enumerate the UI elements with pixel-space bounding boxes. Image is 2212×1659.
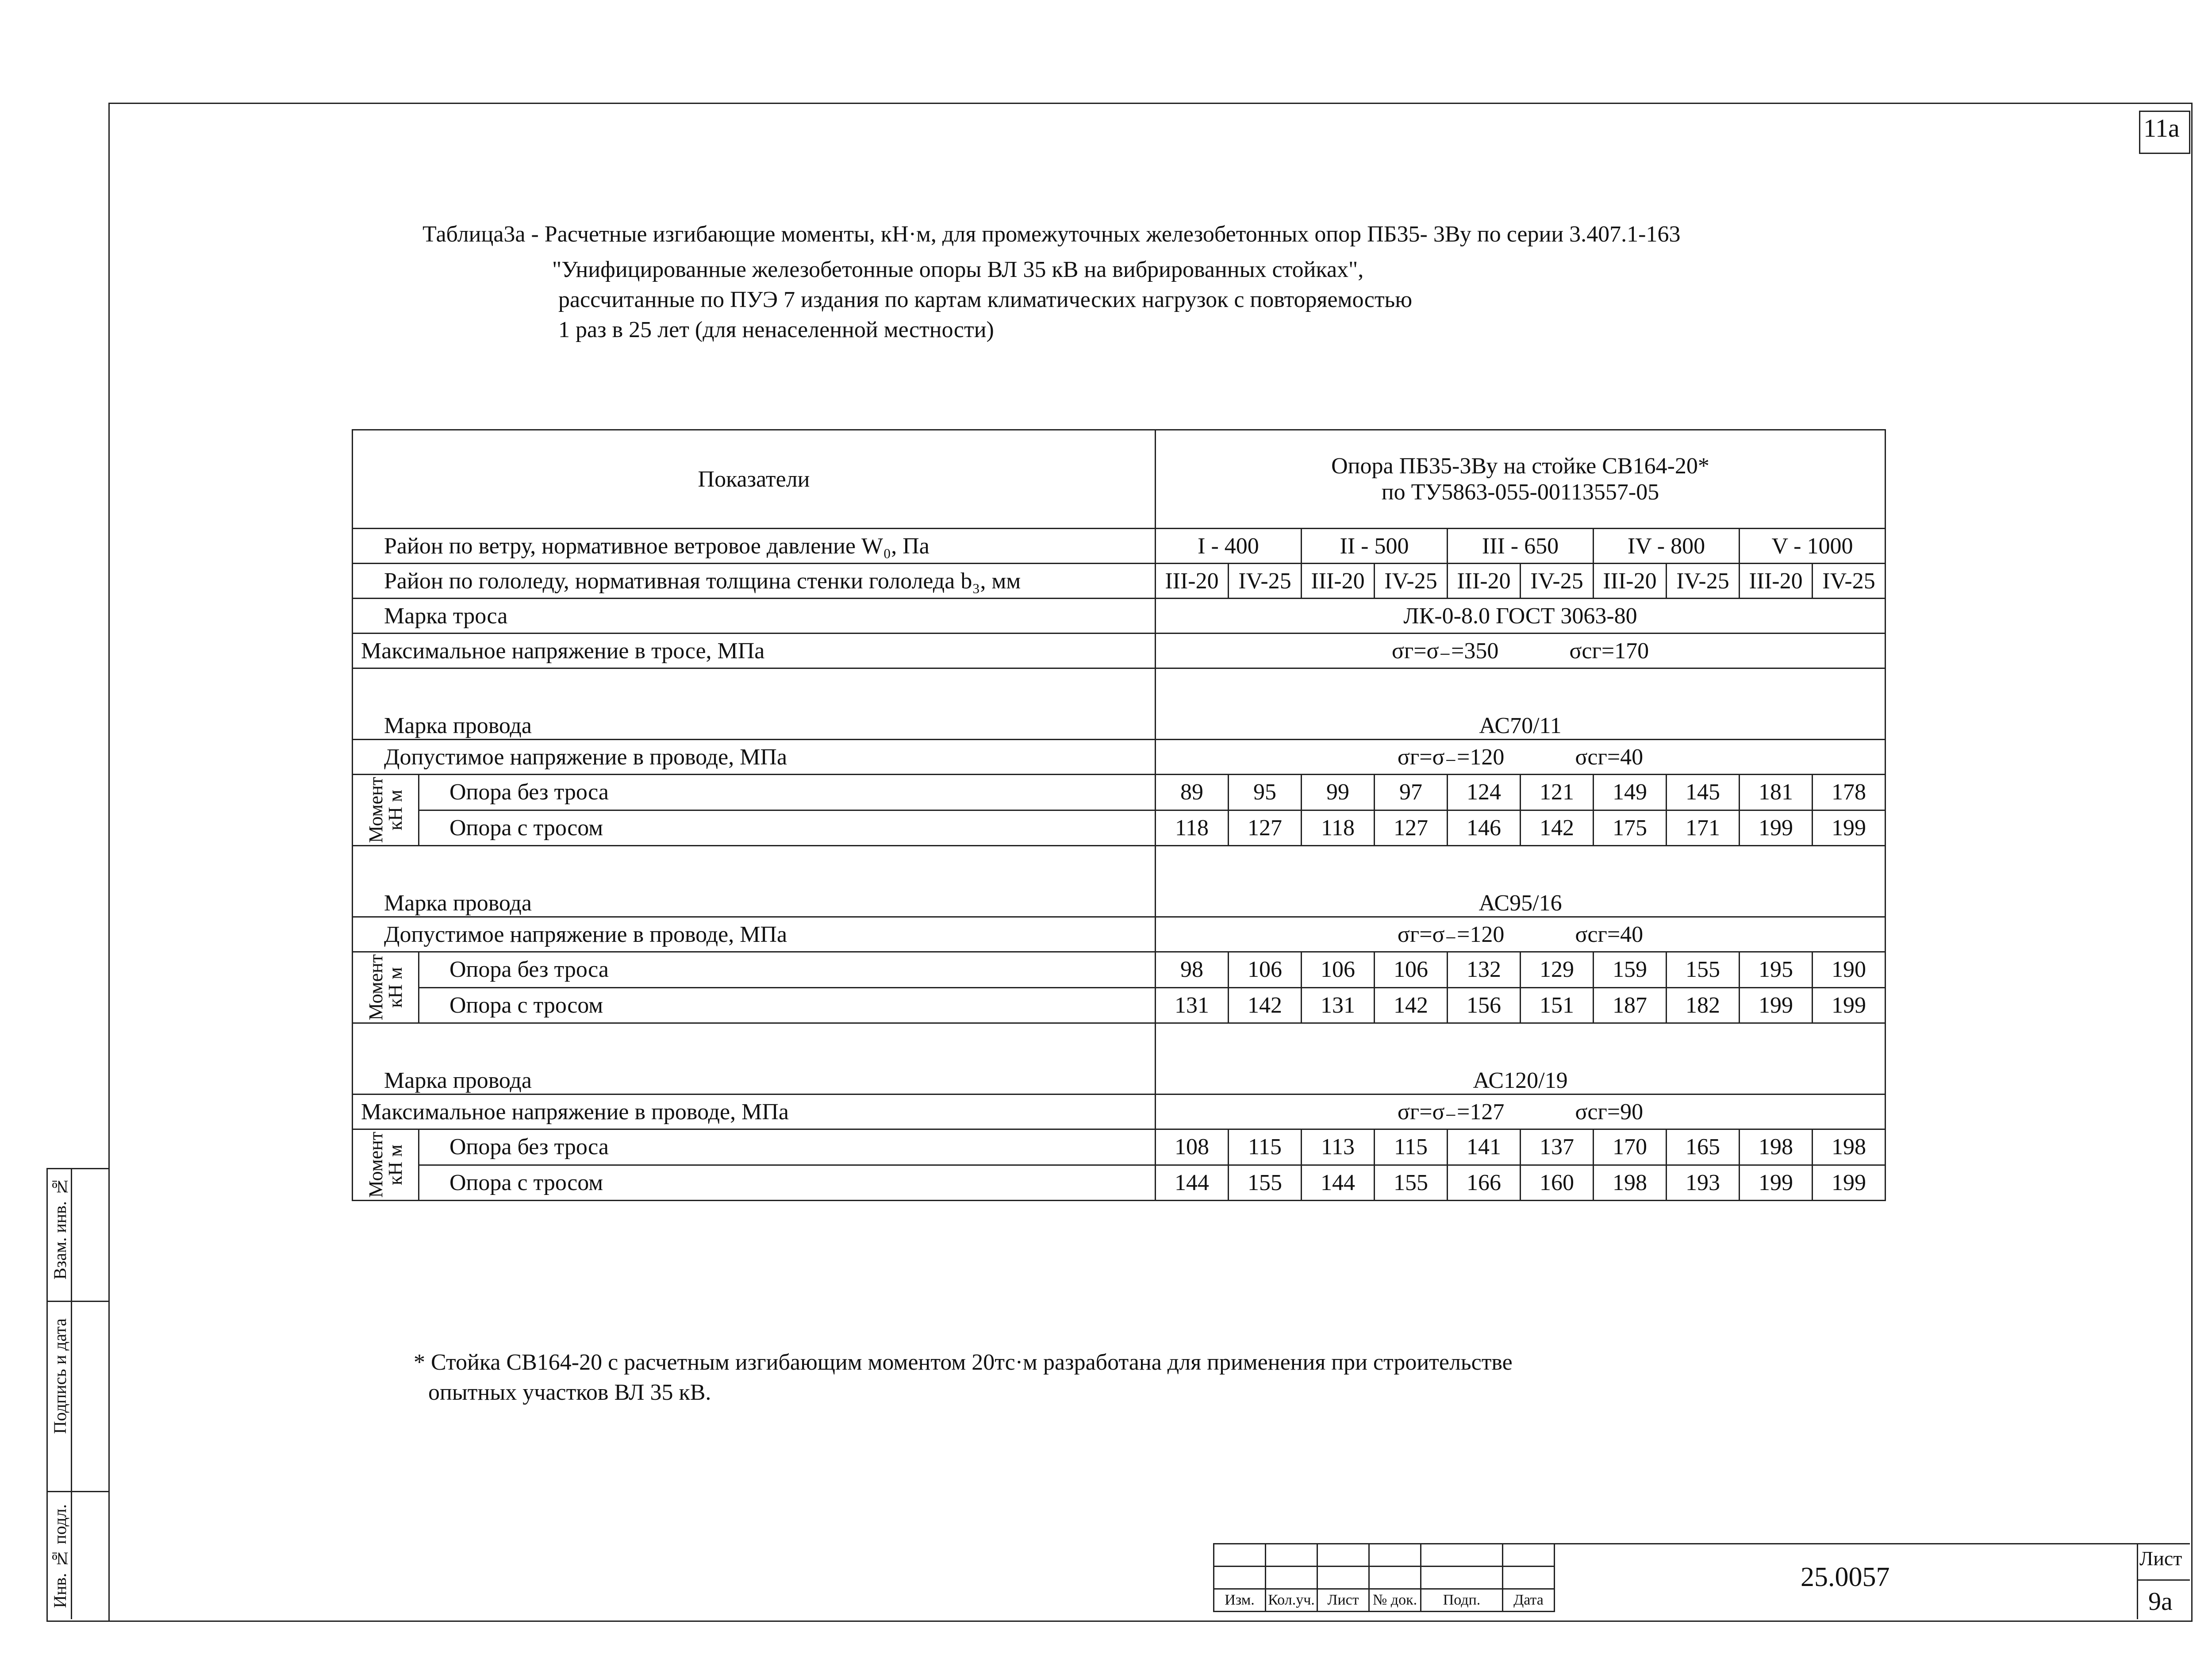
wire-row	[353, 1023, 1886, 1094]
moment-unit-label	[353, 775, 419, 846]
ice-region: IV-25	[1229, 564, 1302, 599]
sheet-label: Лист	[2139, 1547, 2182, 1570]
moment-value: 131	[1302, 987, 1375, 1023]
moment-value: 182	[1667, 987, 1740, 1023]
moment-value: 127	[1375, 810, 1448, 846]
moment-row-with-cable	[353, 810, 1886, 846]
ice-region: IV-25	[1667, 564, 1740, 599]
side-divider	[46, 1301, 108, 1302]
header-support	[1156, 430, 1886, 529]
moment-value: 115	[1229, 1129, 1302, 1165]
wind-row	[353, 529, 1886, 564]
ice-region: III-20	[1156, 564, 1229, 599]
moment-value: 166	[1448, 1165, 1521, 1201]
moment-value: 118	[1302, 810, 1375, 846]
moment-value: 199	[1813, 1165, 1886, 1201]
moment-value: 142	[1229, 987, 1302, 1023]
wire-stress-sigma-sg: σсг=40	[1575, 745, 1644, 770]
moment-row-no-cable	[353, 1129, 1886, 1165]
wire-value: АС70/11	[1156, 668, 1886, 740]
cable-stress-sigma: σг=σ₋=350	[1391, 638, 1499, 664]
stamp-col: Изм.	[1214, 1589, 1266, 1612]
moment-value: 175	[1594, 810, 1667, 846]
moment-value: 170	[1594, 1129, 1667, 1165]
moment-value: 106	[1302, 952, 1375, 988]
wire-row	[353, 668, 1886, 740]
moment-value: 198	[1740, 1129, 1813, 1165]
wind-label: Район по ветру, нормативное ветровое давление W₀, Па	[353, 529, 1156, 564]
moment-row-no-cable	[353, 775, 1886, 810]
doc-code: 25.0057	[1801, 1562, 1890, 1592]
moment-label: Момент	[365, 954, 387, 1021]
wire-row	[353, 846, 1886, 917]
moment-value: 195	[1740, 952, 1813, 988]
moment-value: 89	[1156, 775, 1229, 810]
moment-row-label: Опора с тросом	[419, 1165, 1156, 1201]
moment-value: 199	[1740, 810, 1813, 846]
moment-value: 198	[1594, 1165, 1667, 1201]
moment-value: 187	[1594, 987, 1667, 1023]
wire-stress-values	[1156, 1094, 1886, 1129]
moment-unit: кН м	[384, 1144, 406, 1185]
moment-unit: кН м	[384, 790, 406, 830]
moment-label: Момент	[365, 1132, 387, 1198]
moment-value: 98	[1156, 952, 1229, 988]
cable-row	[353, 599, 1886, 634]
moment-unit-box	[353, 775, 418, 845]
moment-unit-label	[353, 952, 419, 1023]
cable-stress-row	[353, 634, 1886, 668]
wire-stress-sigma-sg: σсг=40	[1575, 922, 1644, 947]
sheet-number: 9а	[2148, 1587, 2173, 1616]
moment-value: 198	[1813, 1129, 1886, 1165]
ice-row	[353, 564, 1886, 599]
moment-value: 137	[1521, 1129, 1594, 1165]
stamp-col: Дата	[1503, 1589, 1555, 1612]
ice-region: IV-25	[1521, 564, 1594, 599]
moments-table	[352, 429, 1886, 1201]
moment-value: 97	[1375, 775, 1448, 810]
moment-row-with-cable	[353, 987, 1886, 1023]
moment-value: 156	[1448, 987, 1521, 1023]
moment-row-label: Опора без троса	[419, 1129, 1156, 1165]
moment-value: 159	[1594, 952, 1667, 988]
moment-value: 190	[1813, 952, 1886, 988]
ice-region: III-20	[1448, 564, 1521, 599]
moment-row-no-cable	[353, 952, 1886, 988]
moment-row-with-cable	[353, 1165, 1886, 1201]
moment-unit-box	[353, 1130, 418, 1200]
moment-value: 199	[1740, 987, 1813, 1023]
wire-stress-values	[1156, 917, 1886, 952]
moment-value: 171	[1667, 810, 1740, 846]
moment-value: 160	[1521, 1165, 1594, 1201]
wind-region: II - 500	[1302, 529, 1448, 564]
stamp-col: № док.	[1369, 1589, 1421, 1612]
wind-region: III - 650	[1448, 529, 1594, 564]
moment-value: 178	[1813, 775, 1886, 810]
ice-region: III-20	[1302, 564, 1375, 599]
moment-value: 113	[1302, 1129, 1375, 1165]
moment-label: Момент	[365, 777, 387, 843]
footnote-line-1: * Стойка СВ164-20 с расчетным изгибающим моментом 20тс·м разработана для применения при строительстве	[414, 1350, 1513, 1375]
moment-value: 199	[1740, 1165, 1813, 1201]
side-inner-line	[71, 1168, 72, 1619]
cable-value: ЛК-0-8.0 ГОСТ 3063-80	[1156, 599, 1886, 634]
footnote-line-2: опытных участков ВЛ 35 кВ.	[428, 1380, 711, 1405]
wire-stress-values	[1156, 740, 1886, 775]
moment-value: 151	[1521, 987, 1594, 1023]
side-label-signature: Подпись и дата	[50, 1318, 70, 1434]
wind-region: I - 400	[1156, 529, 1302, 564]
moment-value: 149	[1594, 775, 1667, 810]
moment-value: 155	[1229, 1165, 1302, 1201]
ice-label: Район по гололеду, нормативная толщина стенки гололеда b₃, мм	[353, 564, 1156, 599]
wire-stress-row	[353, 917, 1886, 952]
wire-stress-sigma: σг=σ₋=120	[1397, 745, 1505, 770]
ice-region: IV-25	[1813, 564, 1886, 599]
moment-value: 199	[1813, 810, 1886, 846]
moment-value: 193	[1667, 1165, 1740, 1201]
wire-stress-sigma: σг=σ₋=127	[1397, 1099, 1505, 1125]
table-title-line-2: "Унифицированные железобетонные опоры ВЛ 35 кВ на вибрированных стойках",	[552, 257, 1364, 282]
moment-value: 106	[1375, 952, 1448, 988]
moment-row-label: Опора без троса	[419, 775, 1156, 810]
moment-row-label: Опора без троса	[419, 952, 1156, 988]
title-block-frame	[1213, 1543, 2190, 1621]
wire-label: Марка провода	[353, 846, 1156, 917]
stamp-col: Лист	[1317, 1589, 1369, 1612]
moment-value: 141	[1448, 1129, 1521, 1165]
moment-value: 142	[1375, 987, 1448, 1023]
side-label-replaced: Взам. инв. №	[50, 1177, 70, 1280]
cable-label: Марка троса	[353, 599, 1156, 634]
moment-value: 142	[1521, 810, 1594, 846]
header-support-line-1: Опора ПБ35-3Ву на стойке СВ164-20*	[1331, 453, 1709, 479]
table-title-line-4: 1 раз в 25 лет (для ненаселенной местности)	[558, 317, 994, 342]
moment-value: 145	[1667, 775, 1740, 810]
wire-stress-row	[353, 1094, 1886, 1129]
moment-value: 115	[1375, 1129, 1448, 1165]
wire-stress-label: Допустимое напряжение в проводе, МПа	[353, 740, 1156, 775]
wind-region: V - 1000	[1740, 529, 1886, 564]
sheet-label-divider	[2137, 1579, 2190, 1581]
moment-value: 124	[1448, 775, 1521, 810]
moment-unit-box	[353, 952, 418, 1022]
moment-value: 146	[1448, 810, 1521, 846]
header-support-line-2: по ТУ5863-055-00113557-05	[1381, 480, 1659, 505]
header-indicators: Показатели	[353, 430, 1156, 529]
cable-stress-values	[1156, 634, 1886, 668]
moment-value: 121	[1521, 775, 1594, 810]
moment-value: 131	[1156, 987, 1229, 1023]
side-divider	[46, 1491, 108, 1492]
moment-value: 118	[1156, 810, 1229, 846]
moment-value: 144	[1302, 1165, 1375, 1201]
table-title-line-1: Таблица3а - Расчетные изгибающие моменты, кН·м, для промежуточных железобетонных опор ПБ35- 3Ву по серии 3.407.1-163	[422, 222, 1681, 247]
moment-value: 165	[1667, 1129, 1740, 1165]
wire-stress-label: Максимальное напряжение в проводе, МПа	[353, 1094, 1156, 1129]
moment-value: 106	[1229, 952, 1302, 988]
moment-row-label: Опора с тросом	[419, 810, 1156, 846]
wire-value: АС120/19	[1156, 1023, 1886, 1094]
cable-stress-label: Максимальное напряжение в тросе, МПа	[353, 634, 1156, 668]
moment-value: 181	[1740, 775, 1813, 810]
wire-stress-sigma: σг=σ₋=120	[1397, 922, 1505, 947]
wind-region: IV - 800	[1594, 529, 1740, 564]
stamp-col: Подп.	[1421, 1589, 1503, 1612]
wire-value: АС95/16	[1156, 846, 1886, 917]
moment-unit-label	[353, 1129, 419, 1201]
moment-value: 155	[1375, 1165, 1448, 1201]
moment-value: 155	[1667, 952, 1740, 988]
moment-value: 108	[1156, 1129, 1229, 1165]
moment-value: 129	[1521, 952, 1594, 988]
moment-row-label: Опора с тросом	[419, 987, 1156, 1023]
wire-stress-sigma-sg: σсг=90	[1575, 1099, 1644, 1125]
side-label-inventory: Инв. № подл.	[50, 1504, 70, 1608]
wire-label: Марка провода	[353, 668, 1156, 740]
cable-stress-sigma-sg: σсг=170	[1569, 638, 1649, 664]
moment-value: 132	[1448, 952, 1521, 988]
stamp-col: Кол.уч.	[1266, 1589, 1317, 1612]
moment-value: 127	[1229, 810, 1302, 846]
moment-value: 144	[1156, 1165, 1229, 1201]
ice-region: IV-25	[1375, 564, 1448, 599]
ice-region: III-20	[1740, 564, 1813, 599]
moment-value: 99	[1302, 775, 1375, 810]
moment-unit: кН м	[384, 967, 406, 1008]
top-page-number: 11а	[2143, 114, 2180, 142]
moment-value: 199	[1813, 987, 1886, 1023]
table-title-line-3: рассчитанные по ПУЭ 7 издания по картам климатических нагрузок с повторяемостью	[558, 287, 1413, 312]
wire-stress-row	[353, 740, 1886, 775]
wire-stress-label: Допустимое напряжение в проводе, МПа	[353, 917, 1156, 952]
ice-region: III-20	[1594, 564, 1667, 599]
moment-value: 95	[1229, 775, 1302, 810]
wire-label: Марка провода	[353, 1023, 1156, 1094]
